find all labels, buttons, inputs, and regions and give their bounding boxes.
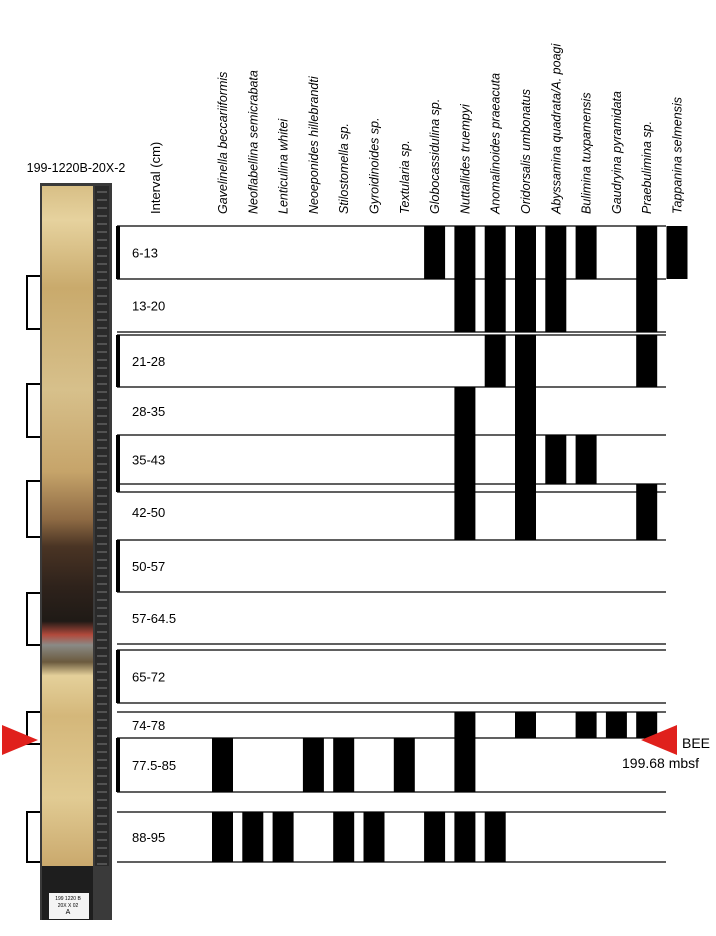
presence-bar — [394, 738, 415, 792]
presence-bar — [273, 812, 294, 862]
core-photo — [40, 183, 112, 920]
species-header: Gaudryina pyramidata — [609, 91, 624, 214]
core-tag-text: 199 1220 B — [55, 896, 81, 902]
interval-label: 28-35 — [132, 404, 166, 419]
species-header: Lenticulina whitei — [276, 118, 291, 214]
presence-bar — [454, 279, 475, 332]
boundary-depth: 199.68 mbsf — [622, 755, 700, 771]
core-tag-text: A — [65, 909, 71, 916]
species-header: Bulimina tuxpamensis — [579, 92, 594, 214]
interval-label: 77.5-85 — [132, 758, 177, 773]
presence-bar — [242, 812, 263, 862]
presence-bar — [454, 712, 475, 738]
interval-column-header: Interval (cm) — [148, 141, 163, 214]
presence-bar — [424, 812, 445, 862]
presence-bar — [424, 226, 445, 279]
species-header: Abyssamina quadrata/A. poagi — [549, 43, 564, 214]
species-header: Oridorsalis umbonatus — [519, 88, 533, 214]
species-header: Tappanina selmensis — [670, 97, 685, 214]
core-tag-text: 20X X 02 — [57, 903, 79, 909]
presence-bar — [576, 712, 597, 738]
presence-bar — [636, 335, 657, 387]
presence-bar — [515, 712, 536, 738]
interval-label: 65-72 — [132, 669, 166, 685]
boundary-label: BEE — [682, 735, 711, 751]
presence-bar — [667, 226, 688, 279]
presence-bar — [212, 812, 233, 862]
sample-bracket — [27, 384, 40, 437]
interval-rows — [117, 226, 666, 862]
presence-bar — [454, 484, 475, 540]
core-section-label: 199-1220B-20X-2 — [26, 161, 126, 175]
species-header: Stilostomella sp. — [337, 122, 352, 214]
presence-bar — [576, 435, 597, 484]
presence-bar — [515, 387, 536, 435]
interval-label: 21-28 — [132, 354, 166, 369]
presence-bar — [636, 226, 657, 279]
interval-label: 74-78 — [132, 718, 166, 733]
core-sediment — [42, 186, 93, 866]
interval-label: 50-57 — [132, 559, 166, 574]
presence-bar — [636, 279, 657, 332]
species-header: Neoflabellina semicrabata — [246, 70, 261, 214]
presence-bar — [515, 435, 536, 484]
presence-bar — [454, 387, 475, 435]
species-header: Gavelinella beccariiformis — [216, 71, 230, 214]
interval-label: 6-13 — [132, 245, 159, 261]
presence-bar — [303, 738, 324, 792]
presence-bar — [485, 226, 506, 279]
sample-bracket — [27, 593, 40, 645]
presence-bar — [545, 279, 566, 332]
species-header: Praebulimina sp. — [640, 120, 655, 214]
species-header: Textularia sp. — [397, 140, 412, 214]
presence-bar — [364, 812, 385, 862]
interval-label: 13-20 — [132, 298, 166, 314]
presence-bar — [636, 484, 657, 540]
species-header: Anomalinoides praeacuta — [488, 72, 503, 214]
species-header: Gyroidinoides sp. — [367, 117, 382, 214]
presence-bar — [606, 712, 627, 738]
presence-bar — [515, 226, 536, 279]
presence-bar — [454, 435, 475, 484]
presence-bar — [454, 226, 475, 279]
interval-label: 35-43 — [132, 452, 166, 468]
presence-bars — [212, 226, 688, 862]
presence-bar — [485, 812, 506, 862]
presence-bar — [515, 335, 536, 387]
presence-bar — [515, 484, 536, 540]
presence-bar — [333, 738, 354, 792]
presence-bar — [515, 279, 536, 332]
sample-bracket — [27, 812, 40, 862]
presence-bar — [454, 738, 475, 792]
presence-bar — [485, 335, 506, 387]
species-header: Neoeponides hillebrandti — [306, 76, 321, 214]
interval-label: 57-64.5 — [132, 611, 177, 626]
interval-label: 42-50 — [132, 505, 166, 520]
presence-bar — [333, 812, 354, 862]
presence-bar — [636, 712, 657, 738]
sample-bracket — [27, 481, 40, 537]
presence-bar — [454, 812, 475, 862]
presence-bar — [212, 738, 233, 792]
species-header: Globocassidulina sp. — [428, 98, 443, 214]
presence-bar — [576, 226, 597, 279]
presence-bar — [545, 226, 566, 279]
interval-label: 88-95 — [132, 830, 166, 845]
presence-bar — [485, 279, 506, 332]
left-boundary-arrow — [2, 725, 38, 755]
species-headers — [148, 43, 685, 215]
presence-bar — [545, 435, 566, 484]
sample-bracket — [27, 276, 40, 329]
sample-interval-brackets — [27, 276, 40, 862]
species-header: Nuttallides truempyi — [458, 104, 473, 214]
